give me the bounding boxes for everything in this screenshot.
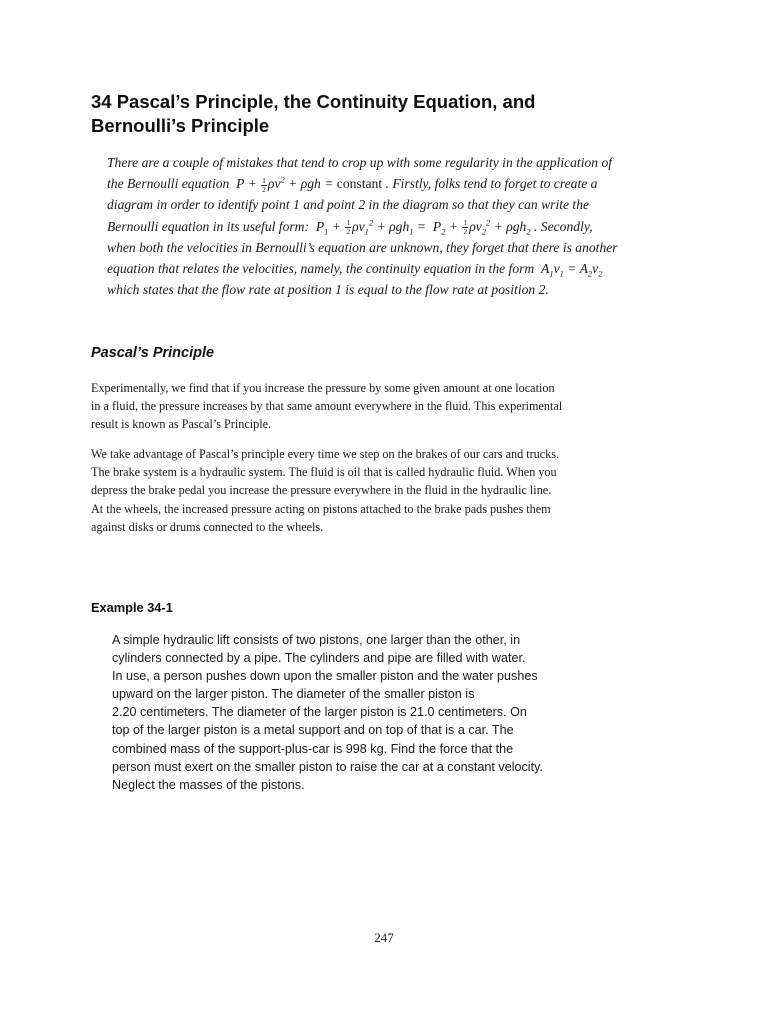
intro-line: Bernoulli equation in its useful form: $P_1$ + $\frac{1}{2}$ $\rho v_1^2 + \rho gh_1 = P_2$ + $\frac{1}{2}$ $\rho v_2^2 + \rho gh_2$ . Secondly,	[107, 217, 593, 237]
page-number: 247	[374, 930, 394, 945]
intro-line: diagram in order to identify point 1 and point 2 in the diagram so that they can write the	[107, 197, 590, 213]
bernoulli-equation-general: P + $\frac{1}{2}$ $\rho v^2 + \rho gh$ = constant .	[232, 174, 389, 194]
continuity-equation: $A_1v_1 = A_2v_2$	[537, 261, 603, 279]
body-paragraph	[91, 379, 681, 434]
example-line: 2.20 centimeters. The diameter of the larger piston is 21.0 centimeters. On	[112, 705, 527, 720]
section-heading-pascals-principle: Pascal’s Principle	[91, 345, 215, 361]
example-line: Neglect the masses of the pistons.	[112, 777, 305, 792]
chapter-title-line-2: Bernoulli’s Principle	[91, 115, 270, 136]
paragraph-line: result is known as Pascal’s Principle.	[91, 417, 272, 432]
paragraph-line: Experimentally, we find that if you increase the pressure by some given amount at one location	[91, 381, 555, 395]
intro-line: equation that relates the velocities, namely, the continuity equation in the form $A_1v_1 = A_2v_2$	[107, 261, 603, 279]
example-line: In use, a person pushes down upon the smaller piston and the water pushes	[112, 669, 538, 684]
paragraph-line: in a fluid, the pressure increases by that same amount everywhere in the fluid. This experimental	[91, 399, 563, 414]
chapter-title	[91, 90, 711, 138]
paragraph-line: against disks or drums connected to the wheels.	[91, 519, 324, 534]
example-heading: Example 34-1	[91, 600, 173, 615]
intro-line: which states that the flow rate at position 1 is equal to the flow rate at position 2.	[107, 282, 549, 298]
intro-line: when both the velocities in Bernoulli’s equation are unknown, they forget that there is another	[107, 239, 618, 255]
paragraph-line: At the wheels, the increased pressure acting on pistons attached to the brake pads pushes them	[91, 501, 551, 516]
paragraph-line: We take advantage of Pascal’s principle every time we step on the brakes of our cars and trucks.	[91, 447, 560, 461]
bernoulli-equation-two-point: $P_1$ + $\frac{1}{2}$ $\rho v_1^2 + \rho gh_1 = P_2$ + $\frac{1}{2}$ $\rho v_2^2 + \rho gh_2$ .	[312, 217, 538, 237]
example-problem-text	[112, 631, 692, 794]
paragraph-line: depress the brake pedal you increase the pressure everywhere in the fluid in the hydraulic line.	[91, 483, 552, 498]
paragraph-line: The brake system is a hydraulic system. The fluid is oil that is called hydraulic fluid. When you	[91, 465, 557, 480]
chapter-title-line-1: 34 Pascal’s Principle, the Continuity Equation, and	[91, 91, 536, 112]
example-line: upward on the larger piston. The diameter of the smaller piston is	[112, 687, 475, 702]
example-line: A simple hydraulic lift consists of two pistons, one larger than the other, in	[112, 633, 521, 647]
intro-line: the Bernoulli equation P + $\frac{1}{2}$ $\rho v^2 + \rho gh$ = constant . Firstly, folks tend to forget to create a	[107, 174, 598, 194]
intro-line: There are a couple of mistakes that tend to crop up with some regularity in the application of	[107, 155, 613, 170]
body-paragraph	[91, 445, 681, 536]
example-line: top of the larger piston is a metal support and on top of that is a car. The	[112, 723, 514, 738]
example-line: person must exert on the smaller piston to raise the car at a constant velocity.	[112, 759, 543, 774]
example-line: combined mass of the support-plus-car is 998 kg. Find the force that the	[112, 741, 514, 756]
example-line: cylinders connected by a pipe. The cylinders and pipe are filled with water.	[112, 651, 526, 666]
intro-paragraph	[107, 152, 697, 300]
